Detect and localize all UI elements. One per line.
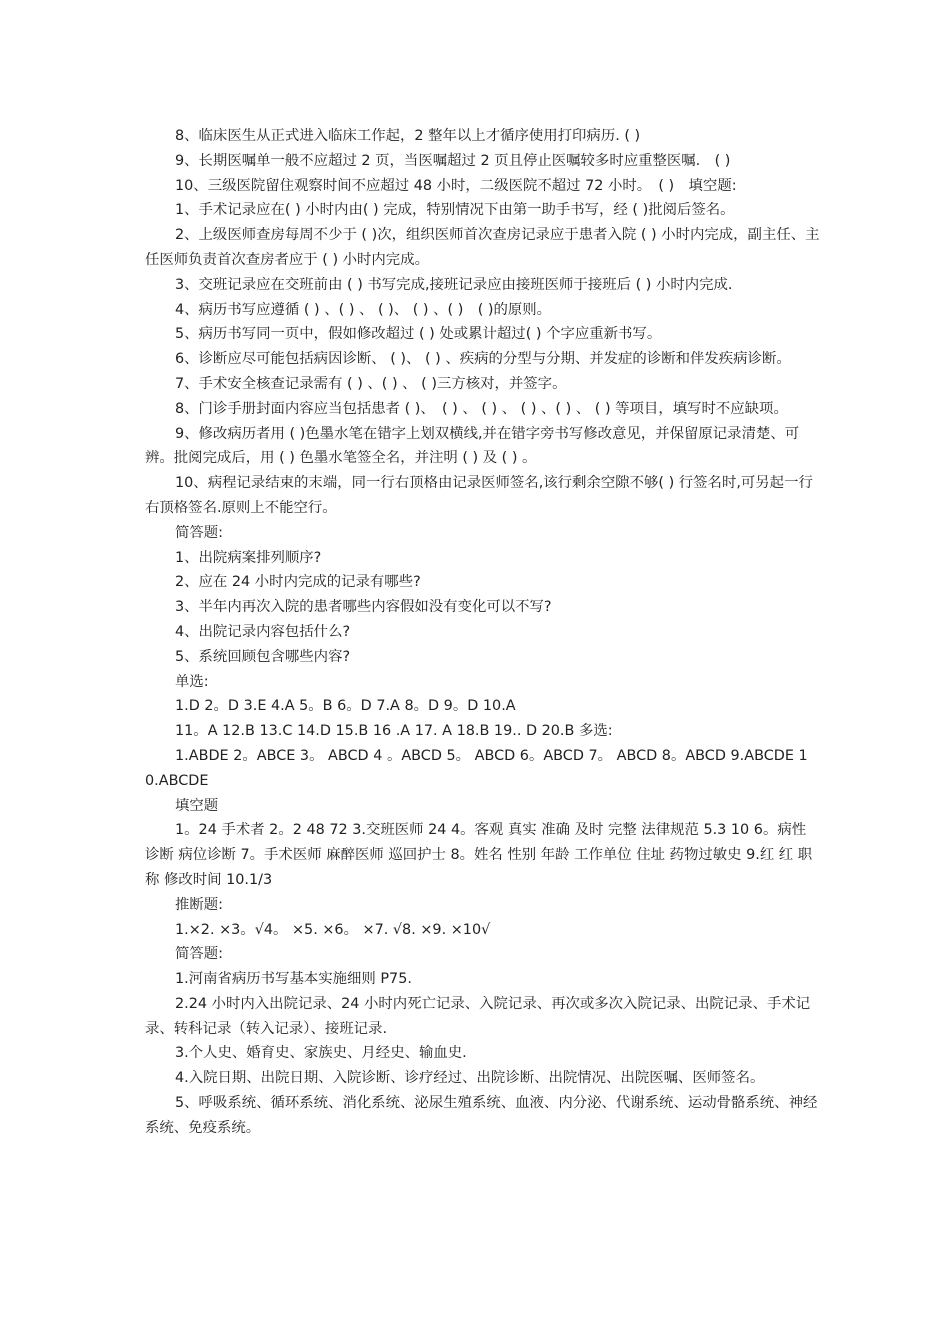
paragraph: 4、出院记录内容包括什么? xyxy=(175,623,351,640)
paragraph: 1.河南省病历书写基本实施细则 P75. xyxy=(175,971,412,988)
paragraph: 1、出院病案排列顺序? xyxy=(175,549,322,566)
paragraph: 8、临床医生从正式进入临床工作起，2 整年以上才循序使用打印病历. ( ) xyxy=(175,128,641,144)
paragraph: 8、门诊手册封面内容应当包括患者 ( )、 ( ) 、 ( ) 、 ( ) 、( ) 、 ( ) 等项目，填写时不应缺项。 xyxy=(175,400,788,417)
paragraph: 10、病程记录结束的末端，同一行右顶格由记录医师签名,该行剩余空隙不够( ) 行签名时,可另起一行右顶格签名.原则上不能空行。 xyxy=(145,475,813,516)
paragraph: 7、手术安全核查记录需有 ( ) 、( ) 、 ( )三方核对，并签字。 xyxy=(175,375,567,392)
paragraph: 4、病历书写应遵循 ( ) 、( ) 、 ( )、 ( ) 、( ) ( )的原则。 xyxy=(175,301,552,318)
paragraph: 3、交班记录应在交班前由 ( ) 书写完成,接班记录应由接班医师于接班后 ( ) 小时内完成. xyxy=(175,276,733,293)
paragraph: 5、病历书写同一页中，假如修改超过 ( ) 处或累计超过( ) 个字应重新书写。 xyxy=(175,326,662,343)
paragraph: 9、长期医嘱单一般不应超过 2 页，当医嘱超过 2 页且停止医嘱较多时应重整医嘱. ( ) xyxy=(175,152,731,169)
paragraph: 1。24 手术者 2。2 48 72 3.交班医师 24 4。客观 真实 准确 及时 完整 法律规范 5.3 10 6。病性诊断 病位诊断 7。手术医师 麻醉医师 巡回护士 8。姓名 性别 年龄 工作单位 住址 药物过敏史 9.红 红 职称 修改时间 10.1/3 xyxy=(145,822,813,888)
paragraph: 1、手术记录应在( ) 小时内由( ) 完成，特别情况下由第一助手书写，经 ( )批阅后签名。 xyxy=(175,202,735,219)
section-heading: 推断题: xyxy=(175,896,224,913)
section-heading: 简答题: xyxy=(175,946,224,963)
paragraph: 1.D 2。D 3.E 4.A 5。B 6。D 7.A 8。D 9。D 10.A xyxy=(175,698,516,715)
paragraph: 3、半年内再次入院的患者哪些内容假如没有变化可以不写? xyxy=(175,599,552,616)
paragraph: 5、呼吸系统、循环系统、消化系统、泌尿生殖系统、血液、内分泌、代谢系统、运动骨骼系统、神经系统、免疫系统。 xyxy=(145,1095,818,1136)
paragraph: 2、应在 24 小时内完成的记录有哪些? xyxy=(175,574,421,591)
paragraph: 11。A 12.B 13.C 14.D 15.B 16 .A 17. A 18.B 19.. D 20.B 多选: xyxy=(175,723,613,740)
paragraph: 9、修改病历者用 ( )色墨水笔在错字上划双横线,并在错字旁书写修改意见，并保留原记录清楚、可辨。批阅完成后，用 ( ) 色墨水笔签全名，并注明 ( ) 及 ( ) 。 xyxy=(145,425,800,467)
paragraph: 6、诊断应尽可能包括病因诊断、 ( )、 ( ) 、疾病的分型与分期、并发症的诊断和伴发疾病诊断。 xyxy=(175,351,791,368)
section-heading: 单选: xyxy=(175,673,209,690)
paragraph: 10、三级医院留住观察时间不应超过 48 小时，二级医院不超过 72 小时。 ( ) 填空题: xyxy=(175,177,737,194)
paragraph: 2、上级医师查房每周不少于 ( )次，组织医师首次查房记录应于患者入院 ( ) 小时内完成，副主任、主任医师负责首次查房者应于 ( ) 小时内完成。 xyxy=(145,227,820,268)
paragraph: 1.×2. ×3。√4。 ×5. ×6。 ×7. √8. ×9. ×10√ xyxy=(175,921,491,938)
paragraph: 5、系统回顾包含哪些内容? xyxy=(175,648,351,665)
document-page xyxy=(145,124,820,1141)
paragraph: 1.ABDE 2。ABCE 3。 ABCD 4 。ABCD 5。 ABCD 6。ABCD 7。 ABCD 8。ABCD 9.ABCDE 10.ABCDE xyxy=(145,747,808,789)
paragraph: 4.入院日期、出院日期、入院诊断、诊疗经过、出院诊断、出院情况、出院医嘱、医师签名。 xyxy=(175,1070,765,1087)
paragraph: 2.24 小时内入出院记录、24 小时内死亡记录、入院记录、再次或多次入院记录、出院记录、手术记录、转科记录（转入记录）、接班记录. xyxy=(145,995,811,1037)
section-heading: 填空题 xyxy=(175,797,219,814)
paragraph: 3.个人史、婚育史、家族史、月经史、输血史. xyxy=(175,1045,467,1062)
section-heading: 简答题: xyxy=(175,524,224,541)
